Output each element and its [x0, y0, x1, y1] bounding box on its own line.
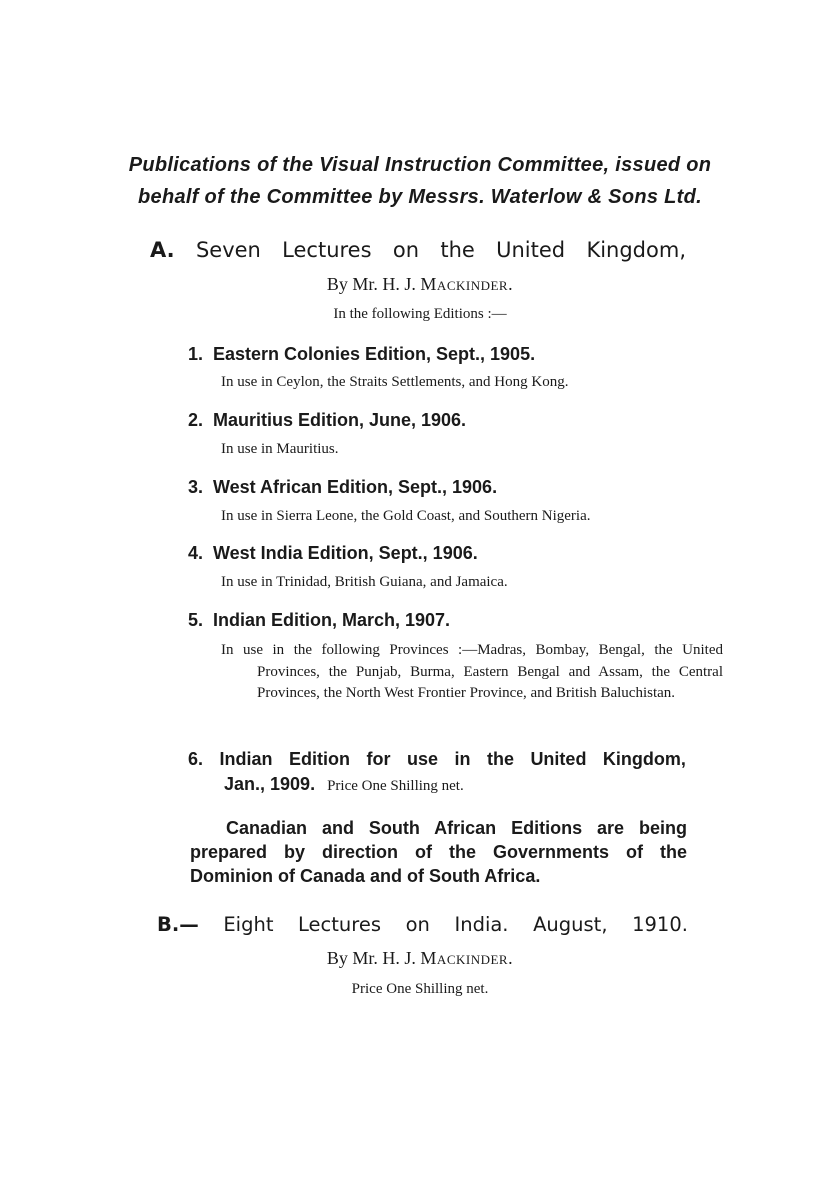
edition-number: 3.	[188, 477, 204, 497]
edition-word: United	[530, 749, 587, 769]
section-a-word: Kingdom,	[586, 238, 686, 262]
edition-3-use: In use in Sierra Leone, the Gold Coast, and Southern Nigeria.	[221, 508, 591, 524]
edition-number: 6.	[188, 749, 204, 769]
byline-prefix: By Mr. H. J.	[326, 274, 416, 294]
edition-2-title	[188, 410, 466, 431]
edition-word: for	[366, 749, 391, 769]
edition-name: Mauritius Edition, June, 1906.	[213, 410, 467, 430]
author-name: Mackinder.	[420, 274, 514, 294]
edition-6-title	[188, 747, 686, 799]
edition-3-title	[188, 477, 497, 498]
edition-name: Eastern Colonies Edition, Sept., 1905.	[213, 344, 536, 364]
section-a-word: Lectures	[282, 238, 372, 262]
edition-word: in	[454, 749, 471, 769]
edition-1-use: In use in Ceylon, the Straits Settlements, and Hong Kong.	[221, 374, 569, 390]
section-b-word: August,	[533, 913, 608, 936]
section-a-word: Seven	[195, 238, 261, 262]
edition-number: 1.	[188, 344, 204, 364]
edition-2-use: In use in Mauritius.	[221, 441, 339, 457]
edition-word: use	[406, 749, 438, 769]
edition-4-use: In use in Trinidad, British Guiana, and Jamaica.	[221, 574, 508, 590]
edition-name: Indian Edition, March, 1907.	[213, 610, 451, 630]
section-b-word: 1910.	[632, 913, 688, 936]
edition-word: Indian	[219, 749, 273, 769]
edition-word: Kingdom,	[602, 749, 686, 769]
edition-date: Jan., 1909.	[224, 774, 316, 794]
edition-word: Edition	[288, 749, 350, 769]
section-a-word: on	[392, 238, 420, 262]
edition-6-price: Price One Shilling net.	[327, 778, 464, 794]
section-b-word: on	[405, 913, 430, 936]
section-a-word: the	[440, 238, 475, 262]
section-b-word: India.	[454, 913, 509, 936]
edition-6-line-2	[188, 772, 686, 799]
section-b-letter: B.—	[157, 913, 199, 936]
edition-number: 4.	[188, 543, 204, 563]
edition-1-title	[188, 344, 535, 365]
forthcoming-editions-note: Canadian and South African Editions are being prepared by direction of the Governments of the Dominion of Canada and of South Africa.	[190, 818, 687, 886]
section-b-byline	[0, 948, 840, 969]
section-b-price: Price One Shilling net.	[351, 981, 489, 997]
editions-intro: In the following Editions :—	[333, 306, 507, 322]
edition-5-use: In use in the following Provinces :—Madras, Bombay, Bengal, the United Provinces, the Punjab, Burma, Eastern Bengal and Assam, the Central Provinces, the North West Frontier Province, and British Baluchistan.	[221, 642, 723, 702]
edition-4-title	[188, 543, 478, 564]
section-a-letter: A.	[150, 238, 175, 262]
byline-prefix: By Mr. H. J.	[326, 948, 416, 968]
edition-word: the	[486, 749, 514, 769]
edition-5-title	[188, 610, 450, 631]
section-b-word: Lectures	[298, 913, 382, 936]
section-a-title	[150, 238, 686, 262]
section-b-title	[157, 913, 688, 936]
heading-line-1: Publications of the Visual Instruction Committee, issued on	[128, 154, 712, 176]
author-name: Mackinder.	[420, 948, 514, 968]
edition-name: West India Edition, Sept., 1906.	[213, 543, 478, 563]
heading-line-2: behalf of the Committee by Messrs. Waterlow & Sons Ltd.	[138, 186, 702, 208]
section-b-word: Eight	[223, 913, 274, 936]
edition-number: 2.	[188, 410, 204, 430]
edition-number: 5.	[188, 610, 204, 630]
edition-6-line-1	[188, 747, 686, 772]
edition-name: West African Edition, Sept., 1906.	[213, 477, 498, 497]
section-a-byline	[0, 274, 840, 295]
section-a-word: United	[496, 238, 566, 262]
